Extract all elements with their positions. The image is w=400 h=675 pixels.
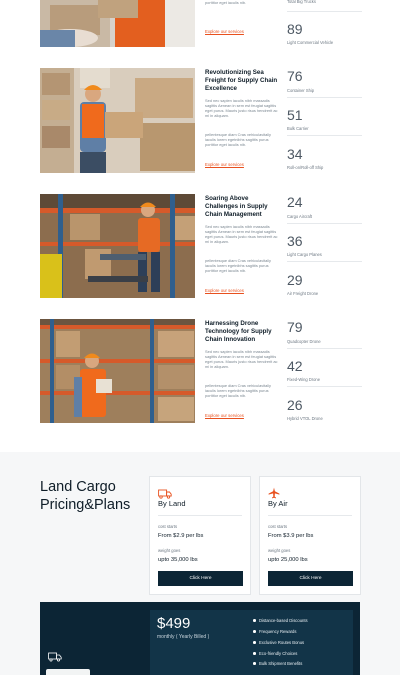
stat-number: 51 (287, 107, 303, 123)
plan-feature (259, 640, 304, 645)
card-title: By Air (268, 499, 288, 508)
stat-label: Light Cargo Planes (287, 252, 322, 257)
card-title: By Land (158, 499, 186, 508)
stat-label: Quadcopter Drone (287, 339, 321, 344)
pricing-title-line: Land Cargo (40, 479, 116, 495)
pricing-card-air (259, 476, 361, 595)
stat-number: 36 (287, 233, 303, 249)
bullet-icon (253, 630, 256, 633)
stat-label: Container Ship (287, 88, 315, 93)
feature-label: Exclusive Routes Bonus (259, 640, 305, 645)
stat-label: Light Commercial Vehicle (287, 40, 334, 45)
card-divider (158, 515, 242, 516)
feature-label: Eco-friendly Choices (259, 651, 298, 656)
stat-number: 42 (287, 358, 303, 374)
bullet-icon (253, 641, 256, 644)
article-paragraph: pellentesque diam Cras vehiculavitally iaculis lorem egetnibhs sagittis purus porttitor eget iaculis nib. (205, 383, 271, 399)
article-paragraph: Sed nec sapien iaculis nibh massadis sagittis Aenean in sem est feugiat sagittis eget purus. Mauris justo risus hendrerit ac mi in aliquam. (205, 98, 278, 119)
plan-heading-partial (46, 669, 94, 675)
article-row (40, 319, 360, 425)
stat-divider (287, 348, 362, 349)
stat-number: 79 (287, 319, 303, 335)
stat-divider (287, 97, 362, 98)
stat-label: Air Freight Drone (287, 291, 319, 296)
explore-services-link[interactable]: Explore our services (205, 162, 244, 167)
cost-label: cost starts (268, 524, 288, 529)
pricing-card-land (149, 476, 251, 595)
bullet-icon (253, 619, 256, 622)
stat-number: 34 (287, 146, 303, 162)
weight-value: upto 35,000 lbs (158, 557, 198, 563)
pricing-title-line: Pricing&Plans (40, 497, 131, 513)
article-paragraph: Sed nec sapien iaculis nibh massadis sagittis Aenean in sem est feugiat sagittis eget purus. Mauris justo risus hendrerit ac mi in aliquam. (205, 224, 278, 245)
article-paragraph: pellentesque diam Cras vehiculavitally iaculis lorem egetnibhs sagittis purus porttitor eget iaculis nib. (205, 132, 271, 148)
stat-label: Fixed-Wing Drone (287, 377, 320, 382)
stat-number: 26 (287, 397, 303, 413)
stat-number: 89 (287, 21, 303, 37)
article-row (40, 68, 360, 174)
article-row (40, 0, 360, 48)
explore-services-link[interactable]: Explore our services (205, 288, 244, 293)
stat-number: 29 (287, 272, 303, 288)
stat-label: Hybrid VTOL Drone (287, 416, 323, 421)
article-row (40, 194, 360, 300)
stat-label: Roll-on/Roll-off Ship (287, 165, 324, 170)
click-here-button[interactable]: Click Here (158, 571, 243, 586)
plan-feature (259, 629, 296, 634)
stat-divider (287, 223, 362, 224)
cost-value: From $3.9 per lbs (268, 533, 314, 539)
weight-label: weight goes (158, 548, 181, 553)
stat-label: Bulk Carrier (287, 126, 309, 131)
article-paragraph: Sed nec sapien iaculis nibh massadis sagittis Aenean in sem est feugiat sagittis eget purus. Mauris justo risus hendrerit ac mi in aliquam. (205, 349, 278, 370)
bullet-icon (253, 662, 256, 665)
weight-label: weight goes (268, 548, 291, 553)
explore-services-link[interactable]: Explore our services (205, 29, 244, 34)
pricing-title (40, 478, 130, 514)
article-title: Revolutionizing Sea Freight for Supply Chain Excellence (205, 69, 278, 93)
stat-divider (287, 261, 362, 262)
stat-divider (287, 386, 362, 387)
feature-label: Bulk Shipment Benefits (259, 661, 303, 666)
stat-divider (287, 11, 362, 12)
plan-billing: monthly ( Yearly Billed ) (157, 634, 210, 640)
stat-label: Total Big Trucks (287, 0, 316, 4)
cost-value: From $2.9 per lbs (158, 533, 204, 539)
feature-label: Distance-based Discounts (259, 618, 308, 623)
article-photo (40, 68, 195, 173)
explore-services-link[interactable]: Explore our services (205, 413, 244, 418)
cost-label: cost starts (158, 524, 178, 529)
stat-number: 24 (287, 194, 303, 210)
article-photo (40, 319, 195, 423)
article-title: Soaring Above Challenges in Supply Chain Management (205, 195, 268, 219)
article-title: Harnessing Drone Technology for Supply Chain Innovation (205, 320, 272, 344)
feature-label: Frequency Rewards (259, 629, 297, 634)
plan-feature (259, 618, 308, 623)
article-paragraph: porttitor eget iaculis nib. (205, 0, 247, 6)
article-paragraph: pellentesque diam Cras vehiculavitally iaculis lorem egetnibhs sagittis purus porttitor eget iaculis nib. (205, 258, 271, 274)
weight-value: upto 25,000 lbs (268, 557, 308, 563)
card-divider (268, 515, 352, 516)
article-photo (40, 0, 195, 47)
stat-number: 76 (287, 68, 303, 84)
plan-feature (259, 651, 297, 656)
stat-label: Cargo Aircraft (287, 214, 313, 219)
bullet-icon (253, 652, 256, 655)
click-here-button[interactable]: Click Here (268, 571, 353, 586)
plan-price: $499 (157, 615, 191, 632)
truck-icon (48, 649, 62, 667)
stat-divider (287, 135, 362, 136)
article-photo (40, 194, 195, 298)
plan-feature (259, 661, 302, 666)
